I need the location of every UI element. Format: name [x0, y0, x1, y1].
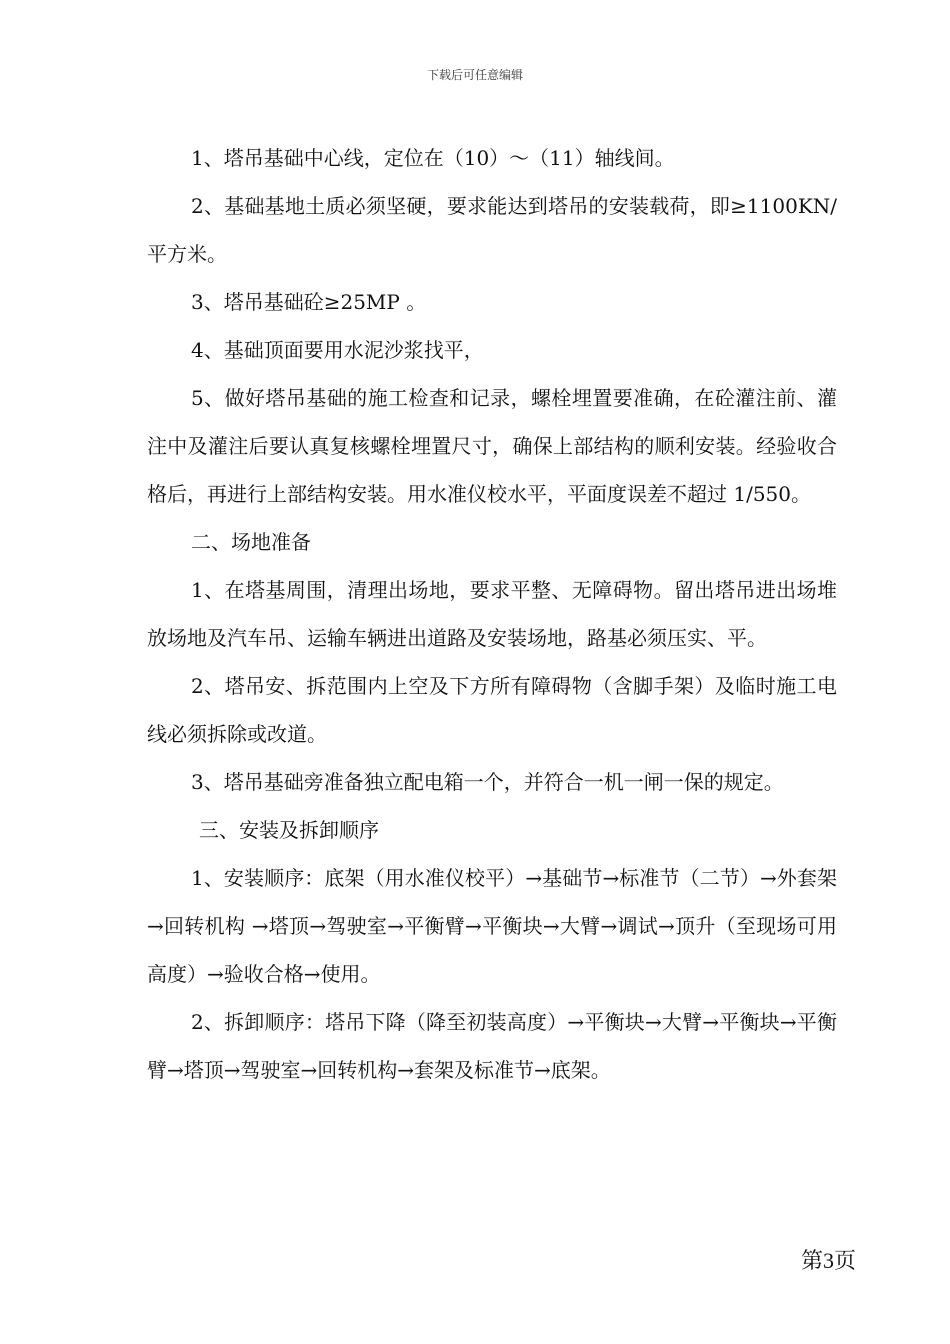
paragraph-inspection-record: 5、做好塔吊基础的施工检查和记录，螺栓埋置要准确，在砼灌注前、灌注中及灌注后要认真复核螺栓埋置尺寸，确保上部结构的顺利安装。经验收合格后，再进行上部结构安装。用水准仪校水平，平面度误差不超过 1/550。	[147, 386, 837, 506]
paragraph-obstacle-removal: 2、塔吊安、拆范围内上空及下方所有障碍物（含脚手架）及临时施工电线必须拆除或改道。	[147, 674, 837, 746]
paragraph-site-clearing: 1、在塔基周围，清理出场地，要求平整、无障碍物。留出塔吊进出场堆放场地及汽车吊、运输车辆进出道路及安装场地，路基必须压实、平。	[147, 578, 837, 650]
paragraph-top-leveling: 4、基础顶面要用水泥沙浆找平，	[191, 338, 484, 362]
paragraph-soil-requirement: 2、基础基地土质必须坚硬，要求能达到塔吊的安装载荷，即≥1100KN/平方米。	[147, 194, 837, 266]
document-body	[147, 134, 837, 1094]
page-header: 下载后可任意编辑	[426, 68, 523, 82]
paragraph-distribution-box: 3、塔吊基础旁准备独立配电箱一个，并符合一机一闸一保的规定。	[191, 770, 784, 794]
paragraph-concrete-grade: 3、塔吊基础砼≥25MP 。	[191, 290, 427, 314]
page-number: 第3页	[800, 1248, 856, 1273]
paragraph-install-order: 1、安装顺序：底架（用水准仪校平）→基础节→标准节（二节）→外套架→回转机构 →塔顶→驾驶室→平衡臂→平衡块→大臂→调试→顶升（至现场可用高度）→验收合格→使用。	[147, 866, 837, 986]
paragraph-dismantle-order: 2、拆卸顺序：塔吊下降（降至初装高度）→平衡块→大臂→平衡块→平衡臂→塔顶→驾驶室→回转机构→套架及标准节→底架。	[147, 1010, 837, 1082]
section-heading-site-preparation: 二、场地准备	[191, 530, 311, 554]
section-heading-install-sequence: 三、安装及拆卸顺序	[199, 818, 379, 842]
paragraph-foundation-centerline: 1、塔吊基础中心线，定位在（10）～（11）轴线间。	[191, 146, 675, 170]
